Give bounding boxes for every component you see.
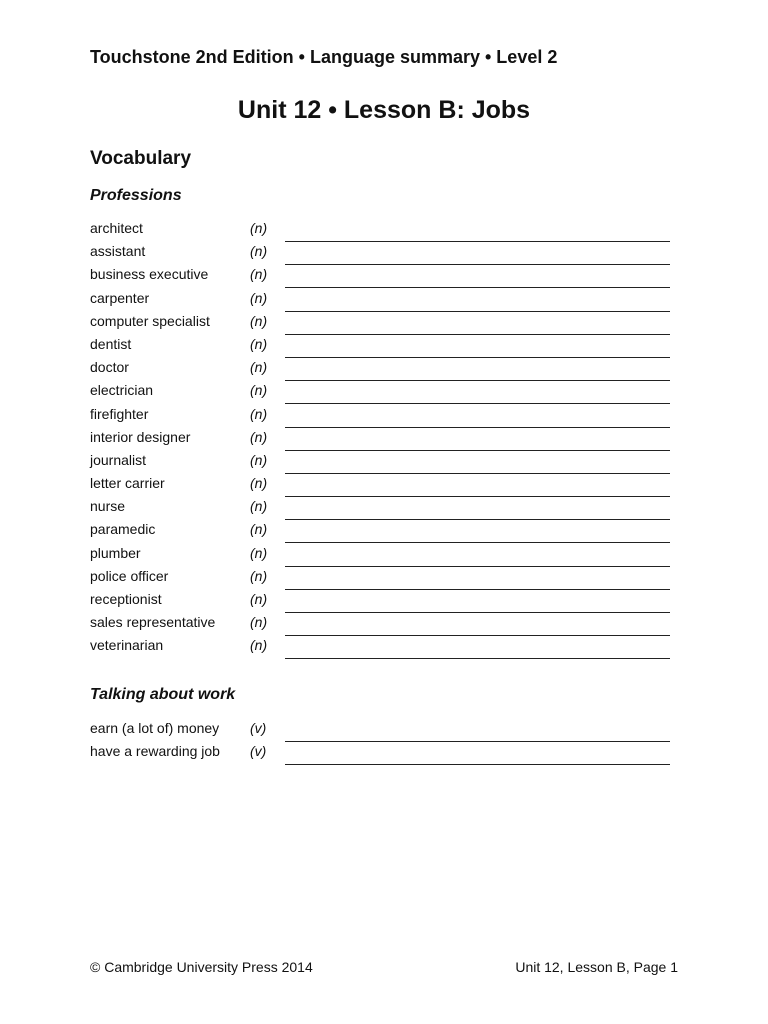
vocab-row [0,635,768,658]
vocab-row [0,311,768,334]
part-of-speech: (n) [250,428,268,445]
vocab-word: architect [90,220,143,236]
part-of-speech: (n) [250,567,268,584]
vocab-row [0,241,768,264]
footer-copyright: © Cambridge University Press 2014 [90,959,313,975]
vocab-word: veterinarian [90,637,164,654]
vocab-row [0,543,768,566]
vocab-word: sales representative [90,614,216,631]
part-of-speech: (n) [250,359,268,376]
part-of-speech: (v) [250,720,267,736]
part-of-speech: (n) [250,498,268,515]
professions-list [0,218,768,659]
vocab-row [0,264,768,287]
vocab-row [0,741,768,764]
footer-page-reference: Unit 12, Lesson B, Page 1 [515,959,678,975]
answer-line[interactable] [285,658,670,659]
vocab-word: nurse [90,498,126,515]
subheading-talking-about-work: Talking about work [90,686,236,703]
part-of-speech: (n) [250,243,268,260]
part-of-speech: (n) [250,451,268,468]
vocab-row [0,288,768,311]
vocab-row [0,473,768,496]
part-of-speech: (n) [250,312,268,329]
vocab-row [0,380,768,403]
part-of-speech: (n) [250,591,268,607]
vocab-row [0,589,768,612]
vocab-word: journalist [90,451,147,468]
section-heading-vocabulary: Vocabulary [90,148,192,169]
vocab-row [0,566,768,589]
page-title: Unit 12 • Lesson B: Jobs [237,96,531,124]
vocab-word: assistant [90,243,146,260]
part-of-speech: (n) [250,521,268,538]
vocab-row [0,612,768,635]
vocab-word: carpenter [90,289,150,306]
answer-line[interactable] [285,764,670,765]
vocab-row [0,718,768,741]
vocab-word: receptionist [90,591,162,607]
vocab-row [0,450,768,473]
vocab-word: earn (a lot of) money [90,720,220,736]
vocab-word: electrician [90,382,154,399]
vocab-row [0,218,768,241]
vocab-row [0,404,768,427]
part-of-speech: (n) [250,335,268,352]
part-of-speech: (v) [250,743,267,760]
vocab-word: police officer [90,567,169,584]
part-of-speech: (n) [250,382,268,399]
part-of-speech: (n) [250,405,268,422]
part-of-speech: (n) [250,220,268,236]
vocab-row [0,427,768,450]
vocab-row [0,496,768,519]
vocab-word: letter carrier [90,475,165,492]
part-of-speech: (n) [250,637,268,654]
vocab-word: firefighter [90,405,149,422]
talking-about-work-list [0,718,768,764]
vocab-word: computer specialist [90,312,210,329]
part-of-speech: (n) [250,266,268,283]
subheading-professions: Professions [90,187,182,204]
vocab-word: paramedic [90,521,156,538]
vocab-row [0,519,768,542]
vocab-word: business executive [90,266,209,283]
vocab-row [0,357,768,380]
part-of-speech: (n) [250,289,268,306]
vocab-word: plumber [90,544,141,561]
vocab-row [0,334,768,357]
document-header: Touchstone 2nd Edition • Language summary • Level 2 [90,47,558,67]
part-of-speech: (n) [250,475,268,492]
part-of-speech: (n) [250,614,268,631]
vocab-word: interior designer [90,428,191,445]
vocab-word: have a rewarding job [90,743,220,760]
vocab-word: doctor [90,359,129,376]
vocab-word: dentist [90,335,132,352]
part-of-speech: (n) [250,544,268,561]
